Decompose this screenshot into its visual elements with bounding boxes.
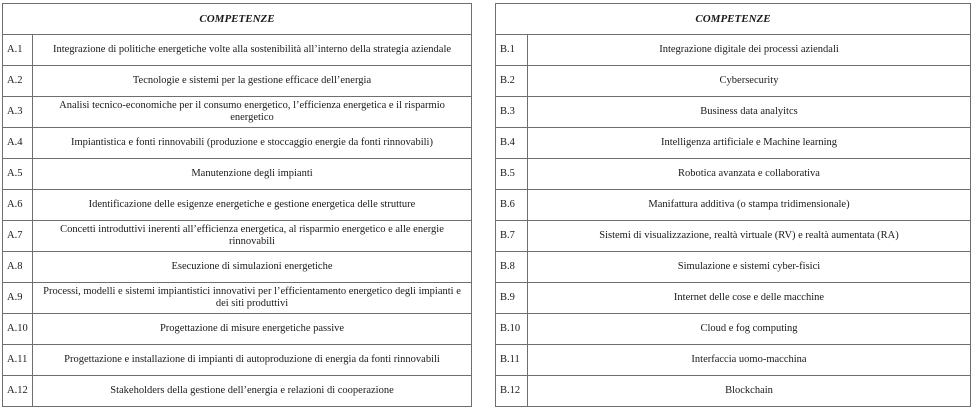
competence-code: B.4 — [496, 128, 528, 159]
table-row — [496, 97, 971, 128]
table-body — [496, 35, 971, 407]
competence-description: Cybersecurity — [528, 66, 971, 97]
table-row — [3, 252, 472, 283]
competence-description: Interfaccia uomo-macchina — [528, 345, 971, 376]
table-row — [3, 66, 472, 97]
competence-code: A.4 — [3, 128, 33, 159]
competence-code: B.8 — [496, 252, 528, 283]
competence-description: Integrazione digitale dei processi aziendali — [528, 35, 971, 66]
competence-code: A.2 — [3, 66, 33, 97]
competence-description: Tecnologie e sistemi per la gestione efficace dell’energia — [33, 66, 472, 97]
competence-code: B.12 — [496, 376, 528, 407]
competence-code: A.11 — [3, 345, 33, 376]
competence-description: Processi, modelli e sistemi impiantistici innovativi per l’efficientamento energetico degli impianti e dei siti produttivi — [33, 283, 472, 314]
competence-description: Progettazione e installazione di impianti di autoproduzione di energia da fonti rinnovabili — [33, 345, 472, 376]
table-row — [496, 128, 971, 159]
table-header-row — [3, 4, 472, 35]
table-header: COMPETENZE — [3, 4, 472, 35]
competence-code: B.9 — [496, 283, 528, 314]
competence-code: B.2 — [496, 66, 528, 97]
table-row — [496, 345, 971, 376]
table-row — [3, 221, 472, 252]
table-row — [496, 283, 971, 314]
competenze-table-a — [2, 3, 472, 407]
competence-description: Impiantistica e fonti rinnovabili (produzione e stoccaggio energie da fonti rinnovabili) — [33, 128, 472, 159]
competence-description: Integrazione di politiche energetiche volte alla sostenibilità all’interno della strategia aziendale — [33, 35, 472, 66]
table-row — [3, 159, 472, 190]
table-row — [3, 97, 472, 128]
competence-code: B.1 — [496, 35, 528, 66]
competence-description: Simulazione e sistemi cyber-fisici — [528, 252, 971, 283]
competence-code: A.7 — [3, 221, 33, 252]
competence-code: B.11 — [496, 345, 528, 376]
table-row — [3, 345, 472, 376]
table-row — [496, 314, 971, 345]
competence-description: Blockchain — [528, 376, 971, 407]
table-row — [3, 35, 472, 66]
table-row — [496, 221, 971, 252]
competence-code: B.7 — [496, 221, 528, 252]
competence-code: A.8 — [3, 252, 33, 283]
competence-description: Manifattura additiva (o stampa tridimensionale) — [528, 190, 971, 221]
competence-code: A.10 — [3, 314, 33, 345]
competence-code: A.3 — [3, 97, 33, 128]
competence-code: B.6 — [496, 190, 528, 221]
table-row — [3, 283, 472, 314]
competence-description: Sistemi di visualizzazione, realtà virtuale (RV) e realtà aumentata (RA) — [528, 221, 971, 252]
table-row — [3, 190, 472, 221]
table-row — [496, 252, 971, 283]
competence-description: Analisi tecnico-economiche per il consumo energetico, l’efficienza energetica e il risparmio energetico — [33, 97, 472, 128]
competence-code: A.12 — [3, 376, 33, 407]
table-row — [496, 35, 971, 66]
table-row — [496, 376, 971, 407]
table-row — [3, 128, 472, 159]
table-row — [3, 314, 472, 345]
competence-code: B.3 — [496, 97, 528, 128]
competence-description: Cloud e fog computing — [528, 314, 971, 345]
table-row — [496, 159, 971, 190]
table-body — [3, 35, 472, 407]
competence-description: Esecuzione di simulazioni energetiche — [33, 252, 472, 283]
competence-description: Internet delle cose e delle macchine — [528, 283, 971, 314]
table-row — [496, 190, 971, 221]
competenze-table-b — [495, 3, 971, 407]
competence-code: A.1 — [3, 35, 33, 66]
table-row — [496, 66, 971, 97]
table-header-row — [496, 4, 971, 35]
competence-description: Progettazione di misure energetiche passive — [33, 314, 472, 345]
table-row — [3, 376, 472, 407]
competence-description: Manutenzione degli impianti — [33, 159, 472, 190]
competence-code: B.5 — [496, 159, 528, 190]
competence-description: Concetti introduttivi inerenti all’efficienza energetica, al risparmio energetico e alle energie rinnovabili — [33, 221, 472, 252]
table-header: COMPETENZE — [496, 4, 971, 35]
competence-code: A.9 — [3, 283, 33, 314]
competence-code: B.10 — [496, 314, 528, 345]
competence-description: Business data analyitcs — [528, 97, 971, 128]
competence-code: A.5 — [3, 159, 33, 190]
competence-code: A.6 — [3, 190, 33, 221]
competence-description: Robotica avanzata e collaborativa — [528, 159, 971, 190]
competence-description: Stakeholders della gestione dell’energia e relazioni di cooperazione — [33, 376, 472, 407]
competence-description: Identificazione delle esigenze energetiche e gestione energetica delle strutture — [33, 190, 472, 221]
competence-description: Intelligenza artificiale e Machine learning — [528, 128, 971, 159]
